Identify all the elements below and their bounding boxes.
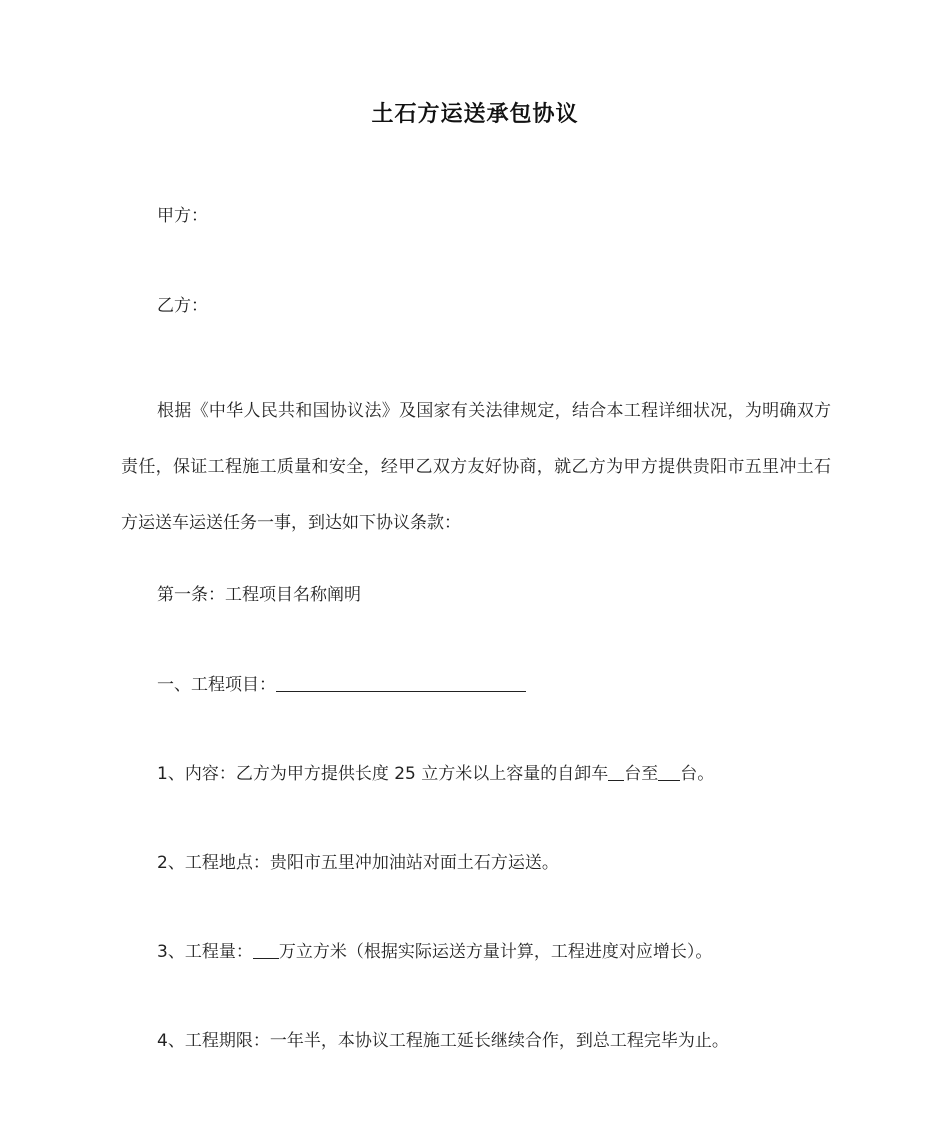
item-project-label: 一、工程项目： (157, 675, 276, 695)
item3-line (157, 941, 712, 963)
item-project-line (157, 674, 526, 696)
truck-min-blank (608, 763, 624, 781)
item3-text: 万立方米（根据实际运送方量计算，工程进度对应增长）。 (278, 942, 713, 962)
item1-line (157, 763, 714, 785)
item3-label: 3、工程量： (157, 942, 253, 962)
truck-max-blank (658, 763, 680, 781)
item2-line: 2、工程地点：贵阳市五里冲加油站对面土石方运送。 (157, 853, 559, 873)
intro-text: 根据《中华人民共和国协议法》及国家有关法律规定，结合本工程详细状况，为明确双方责任，保证工程施工质量和安全，经甲乙双方友好协商，就乙方为甲方提供贵阳市五里冲土石方运送车运送任务一事，到达如下协议条款： (121, 401, 831, 533)
party-a-line: 甲方： (157, 206, 208, 226)
item1-to-text: 台至 (624, 764, 659, 784)
item1-end-text: 台。 (680, 764, 715, 784)
intro-paragraph (121, 383, 831, 551)
party-b-line: 乙方： (157, 296, 208, 316)
item1-text: 1、内容：乙方为甲方提供长度 25 立方米以上容量的自卸车 (157, 764, 609, 784)
item4-line: 4、工程期限：一年半，本协议工程施工延长继续合作，到总工程完毕为止。 (157, 1031, 729, 1051)
document-title: 土石方运送承包协议 (371, 102, 579, 127)
article1-heading: 第一条：工程项目名称阐明 (157, 585, 361, 605)
project-name-blank (276, 674, 526, 692)
volume-blank (253, 941, 279, 959)
